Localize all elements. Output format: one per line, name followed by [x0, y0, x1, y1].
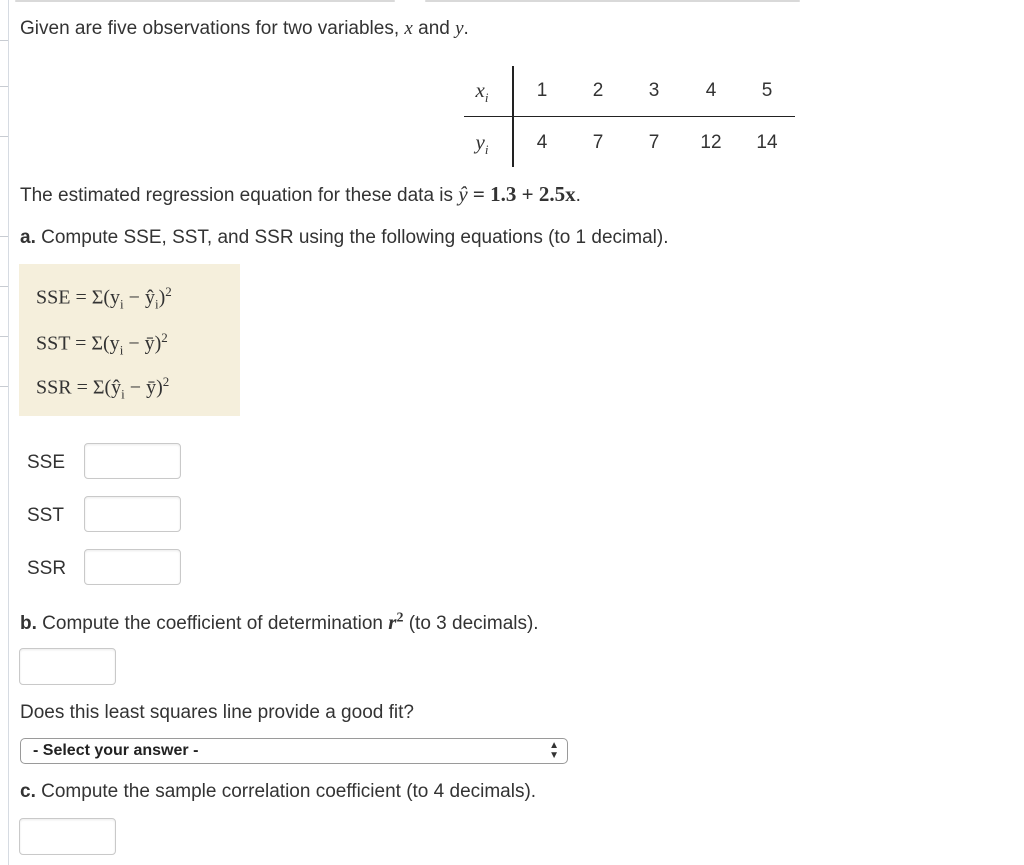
formula-sst-lhs: SST = Σ(y [36, 332, 120, 355]
var-y: y [455, 18, 464, 39]
superscript-2: 2 [165, 284, 172, 299]
part-a-letter: a. [20, 227, 36, 248]
left-margin-rule [8, 0, 9, 865]
subscript-i: i [120, 296, 124, 312]
x-value: 4 [705, 80, 717, 101]
equation-prefix: The estimated regression equation for these data is [20, 185, 459, 206]
row-label-x [462, 78, 502, 106]
intro-and: and [412, 18, 456, 39]
regression-equation [20, 182, 581, 207]
formula-sse-lhs: SSE = Σ(y [36, 286, 121, 309]
sse-label: SSE [27, 452, 66, 473]
superscript-2: 2 [161, 330, 168, 345]
y-value: 7 [648, 132, 660, 153]
x-value: 5 [761, 80, 773, 101]
margin-tick [0, 336, 8, 337]
equation-yhat: ŷ [458, 182, 468, 206]
intro-period: . [463, 18, 469, 39]
row-label-x-var: x [475, 78, 485, 102]
part-c-letter: c. [20, 781, 36, 802]
intro-prefix: Given are five observations for two variables, [20, 18, 405, 39]
formula-sse-mid: − ŷ [123, 286, 155, 309]
subscript-i: i [121, 386, 125, 402]
y-value: 7 [592, 132, 604, 153]
subscript-i: i [119, 342, 124, 358]
symbol-r: r [388, 610, 397, 634]
formula-ssr [36, 374, 169, 403]
y-value: 14 [756, 132, 778, 153]
formula-ssr-lhs: SSR = Σ(ŷ [36, 376, 122, 399]
row-label-sub: i [484, 90, 489, 106]
top-divider [425, 0, 800, 2]
superscript-2: 2 [396, 610, 404, 626]
y-value: 4 [536, 132, 548, 153]
select-arrows-icon [549, 741, 559, 761]
x-value: 3 [648, 80, 660, 101]
ssr-label: SSR [27, 558, 67, 579]
good-fit-select[interactable] [20, 738, 568, 764]
formula-ssr-mid: − ȳ) [124, 376, 163, 399]
table-horizontal-rule [464, 116, 795, 117]
row-label-sub: i [484, 142, 489, 158]
row-label-y-var: y [475, 130, 485, 154]
arrow-down-icon: ▼ [549, 750, 559, 761]
row-label-y [462, 130, 502, 158]
part-b-letter: b. [20, 613, 37, 634]
superscript-2: 2 [162, 374, 170, 389]
part-b-prompt [20, 610, 539, 635]
margin-tick [0, 40, 8, 41]
equation-period: . [575, 185, 581, 206]
x-value: 2 [592, 80, 604, 101]
r-squared-input[interactable] [19, 648, 116, 685]
margin-tick [0, 386, 8, 387]
formula-sst [36, 330, 168, 359]
formula-sst-mid: − ȳ) [123, 332, 162, 355]
sst-label: SST [27, 505, 64, 526]
margin-tick [0, 86, 8, 87]
part-a-text: Compute SSE, SST, and SSR using the following equations (to 1 decimal). [35, 227, 669, 248]
formula-sse [36, 284, 172, 313]
margin-tick [0, 236, 8, 237]
intro-text [20, 18, 469, 40]
margin-tick [0, 136, 8, 137]
formula-sse-end: ) [158, 286, 166, 309]
correlation-input[interactable] [19, 818, 116, 855]
ssr-input[interactable] [84, 549, 181, 585]
var-x: x [404, 18, 413, 39]
part-b-text: Compute the coefficient of determination [36, 613, 389, 634]
select-value: - Select your answer - [33, 742, 199, 759]
part-c-text: Compute the sample correlation coefficient (to 4 decimals). [35, 781, 537, 802]
equation-rhs: = 1.3 + 2.5x [467, 182, 576, 206]
top-divider [15, 0, 395, 2]
part-b-end: (to 3 decimals). [403, 613, 539, 634]
sst-input[interactable] [84, 496, 181, 532]
x-value: 1 [536, 80, 548, 101]
part-a-prompt [20, 227, 668, 249]
margin-tick [0, 286, 8, 287]
subscript-i: i [154, 296, 159, 312]
sse-input[interactable] [84, 443, 181, 479]
part-c-prompt [20, 781, 536, 803]
formula-box [19, 264, 240, 416]
arrow-up-icon: ▲ [549, 740, 559, 751]
fit-question: Does this least squares line provide a good fit? [20, 702, 414, 723]
y-value: 12 [700, 132, 722, 153]
